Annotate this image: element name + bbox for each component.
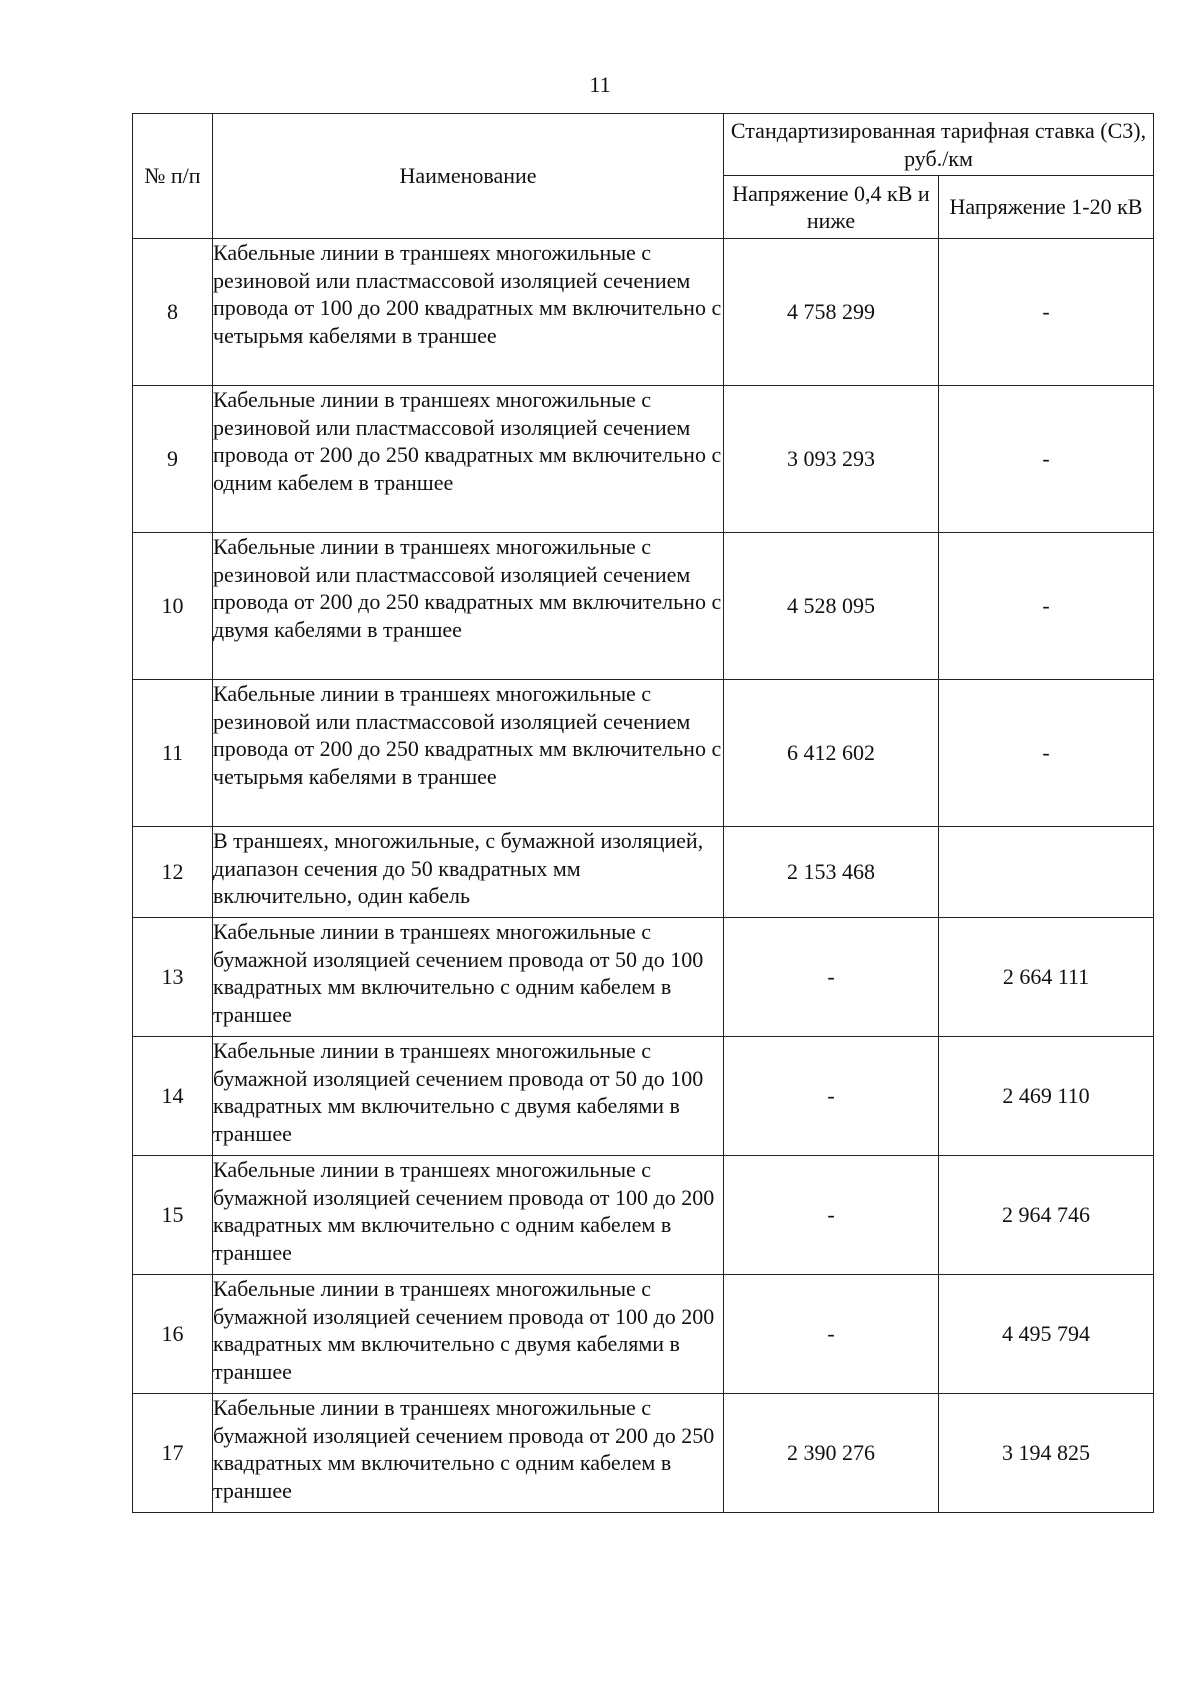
row-number: 15 [133, 1156, 213, 1275]
row-value-low: 3 093 293 [724, 386, 939, 533]
row-name: Кабельные линии в траншеях многожильные с бумажной изоляцией сечением провода от 100 до 200 квадратных мм включительно с двумя кабелями в траншее [213, 1275, 724, 1394]
row-number: 13 [133, 918, 213, 1037]
table-row [133, 680, 1154, 827]
table-row [133, 239, 1154, 386]
row-number: 14 [133, 1037, 213, 1156]
row-value-low: 4 528 095 [724, 533, 939, 680]
row-number: 10 [133, 533, 213, 680]
row-value-low: - [724, 1275, 939, 1394]
header-name: Наименование [213, 114, 724, 239]
table-row [133, 1037, 1154, 1156]
row-value-low: 6 412 602 [724, 680, 939, 827]
row-value-low: - [724, 918, 939, 1037]
table-row [133, 918, 1154, 1037]
row-value-high: - [939, 239, 1154, 386]
header-voltage-high: Напряжение 1-20 кВ [939, 176, 1154, 239]
row-name: Кабельные линии в траншеях многожильные с бумажной изоляцией сечением провода от 200 до 250 квадратных мм включительно с одним кабелем в траншее [213, 1394, 724, 1513]
row-name: Кабельные линии в траншеях многожильные с резиновой или пластмассовой изоляцией сечением провода от 100 до 200 квадратных мм включительно с четырьмя кабелями в траншее [213, 239, 724, 386]
row-value-high: 3 194 825 [939, 1394, 1154, 1513]
row-name: Кабельные линии в траншеях многожильные с бумажной изоляцией сечением провода от 50 до 100 квадратных мм включительно с двумя кабелями в траншее [213, 1037, 724, 1156]
row-number: 17 [133, 1394, 213, 1513]
row-value-high [939, 827, 1154, 918]
row-value-high: 2 964 746 [939, 1156, 1154, 1275]
row-value-low: 4 758 299 [724, 239, 939, 386]
table-row [133, 1275, 1154, 1394]
table-body [133, 239, 1154, 1513]
row-number: 11 [133, 680, 213, 827]
row-value-high: 2 469 110 [939, 1037, 1154, 1156]
row-number: 12 [133, 827, 213, 918]
table-row [133, 1156, 1154, 1275]
row-value-high: - [939, 386, 1154, 533]
table-row [133, 1394, 1154, 1513]
row-number: 8 [133, 239, 213, 386]
row-value-low: 2 390 276 [724, 1394, 939, 1513]
row-value-low: 2 153 468 [724, 827, 939, 918]
row-name: В траншеях, многожильные, с бумажной изоляцией, диапазон сечения до 50 квадратных мм включительно, один кабель [213, 827, 724, 918]
row-value-high: - [939, 533, 1154, 680]
row-value-high: 4 495 794 [939, 1275, 1154, 1394]
header-rate-group: Стандартизированная тарифная ставка (С3), руб./км [724, 114, 1154, 176]
tariff-table [132, 113, 1154, 1513]
table-row [133, 386, 1154, 533]
row-value-low: - [724, 1156, 939, 1275]
row-number: 16 [133, 1275, 213, 1394]
row-name: Кабельные линии в траншеях многожильные с бумажной изоляцией сечением провода от 100 до 200 квадратных мм включительно с одним кабелем в траншее [213, 1156, 724, 1275]
header-number: № п/п [133, 114, 213, 239]
table-row [133, 827, 1154, 918]
row-name: Кабельные линии в траншеях многожильные с резиновой или пластмассовой изоляцией сечением провода от 200 до 250 квадратных мм включительно с четырьмя кабелями в траншее [213, 680, 724, 827]
row-value-high: 2 664 111 [939, 918, 1154, 1037]
table-header [133, 114, 1154, 239]
row-value-high: - [939, 680, 1154, 827]
row-name: Кабельные линии в траншеях многожильные с резиновой или пластмассовой изоляцией сечением провода от 200 до 250 квадратных мм включительно с одним кабелем в траншее [213, 386, 724, 533]
page-number: 11 [589, 72, 611, 97]
row-number: 9 [133, 386, 213, 533]
header-voltage-low: Напряжение 0,4 кВ и ниже [724, 176, 939, 239]
row-value-low: - [724, 1037, 939, 1156]
table-row [133, 533, 1154, 680]
row-name: Кабельные линии в траншеях многожильные с резиновой или пластмассовой изоляцией сечением провода от 200 до 250 квадратных мм включительно с двумя кабелями в траншее [213, 533, 724, 680]
row-name: Кабельные линии в траншеях многожильные с бумажной изоляцией сечением провода от 50 до 100 квадратных мм включительно с одним кабелем в траншее [213, 918, 724, 1037]
